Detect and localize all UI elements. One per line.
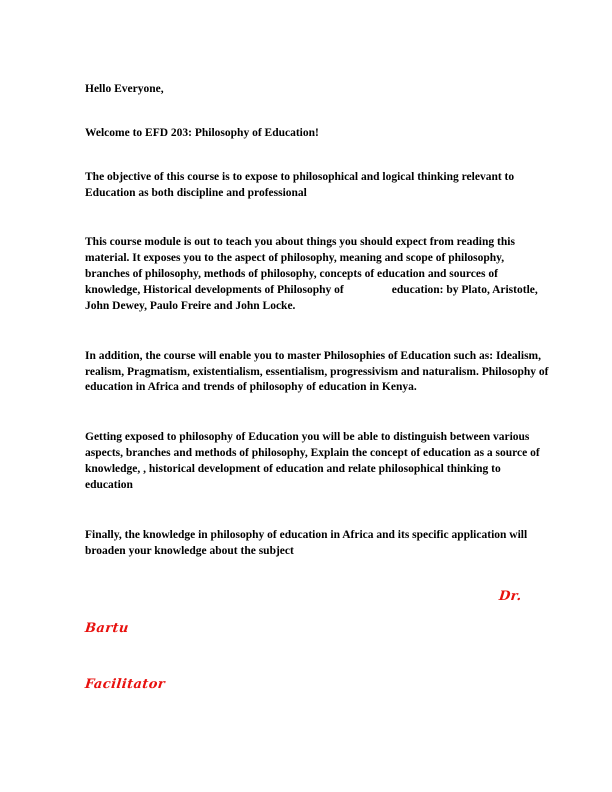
objective-paragraph: The objective of this course is to expose to philosophical and logical thinking relevant to Education as both discipline and professional — [85, 170, 515, 199]
greeting-paragraph: Hello Everyone, — [85, 83, 164, 95]
signature-title: Dr. — [498, 589, 523, 605]
outcomes-paragraph: Getting exposed to philosophy of Education you will be able to distinguish between various aspects, branches and methods of philosophy, Explain the concept of education as a source of knowledge, , historical development of education and relate philosophical thinking to education — [85, 431, 540, 491]
module-intro-paragraph — [85, 235, 550, 314]
module-intro-part2: education: by Plato, Aristotle, John Dewey, Paulo Freire and John Locke. — [85, 284, 538, 312]
philosophies-paragraph: In addition, the course will enable you to master Philosophies of Education such as: Idealism, realism, Pragmatism, existentialism, essentialism, progressivism and naturalism. Philosophy of education in Africa and trends of philosophy of education in Kenya. — [85, 349, 549, 394]
signature-block — [85, 589, 550, 719]
closing-paragraph: Finally, the knowledge in philosophy of education in Africa and its specific application will broaden your knowledge about the subject — [85, 528, 528, 557]
module-intro-part1: This course module is out to teach you about things you should expect from reading this material. It exposes you to the aspect of philosophy, meaning and scope of philosophy, branches of philosophy, methods of philosophy, concepts of education and sources of knowledge, Historical developments of Philosophy of — [85, 236, 515, 297]
signature-name: Bartu — [84, 621, 130, 637]
signature-role: Facilitator — [84, 677, 166, 693]
welcome-paragraph: Welcome to EFD 203: Philosophy of Education! — [85, 126, 319, 139]
